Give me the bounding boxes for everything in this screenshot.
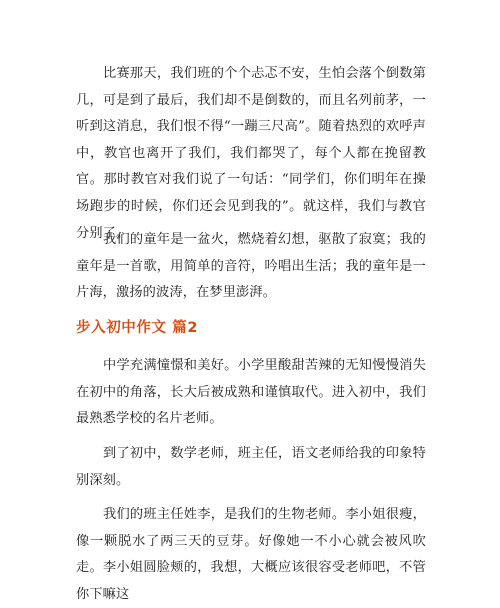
paragraph-childhood: 我们的童年是一盆火，燃烧着幻想，驱散了寂寞；我的童年是一首歌，用简单的音符，吟唱出生活；我的童年是一片海，激扬的波涛，在梦里澎湃。 — [76, 232, 426, 301]
paragraph-competition-day: 比赛那天，我们班的个个忐忑不安，生怕会落个倒数第几，可是到了最后，我们却不是倒数的，而且名列前茅，一听到这消息，我们恨不得“一蹦三尺高”。随着热烈的欢呼声中，教官也离开了我们，我们都哭了，每个人都在挽留教官。那时教官对我们说了一句话：“同学们，你们明年在操场跑步的时候，你们还会见到我的”。就这样，我们与教官分别了。 — [76, 66, 426, 241]
paragraph-middle-school-hopes: 中学充满憧憬和美好。小学里酸甜苦辣的无知慢慢消失在初中的角落，长大后被成熟和谨慎取代。进入初中，我们最熟悉学校的名片老师。 — [76, 358, 426, 427]
paragraph-class-teacher: 我们的班主任姓李，是我们的生物老师。李小姐很瘦，像一颗脱水了两三天的豆芽。好像她一不小心就会被风吹走。李小姐圆脸颊的，我想，大概应该很容受老师吧，不管你下嘛这 — [76, 507, 426, 602]
section-heading: 步入初中作文 篇2 — [76, 320, 199, 336]
paragraph-teachers-impression: 到了初中，数学老师，班主任，语文老师给我的印象特别深刻。 — [76, 446, 426, 488]
